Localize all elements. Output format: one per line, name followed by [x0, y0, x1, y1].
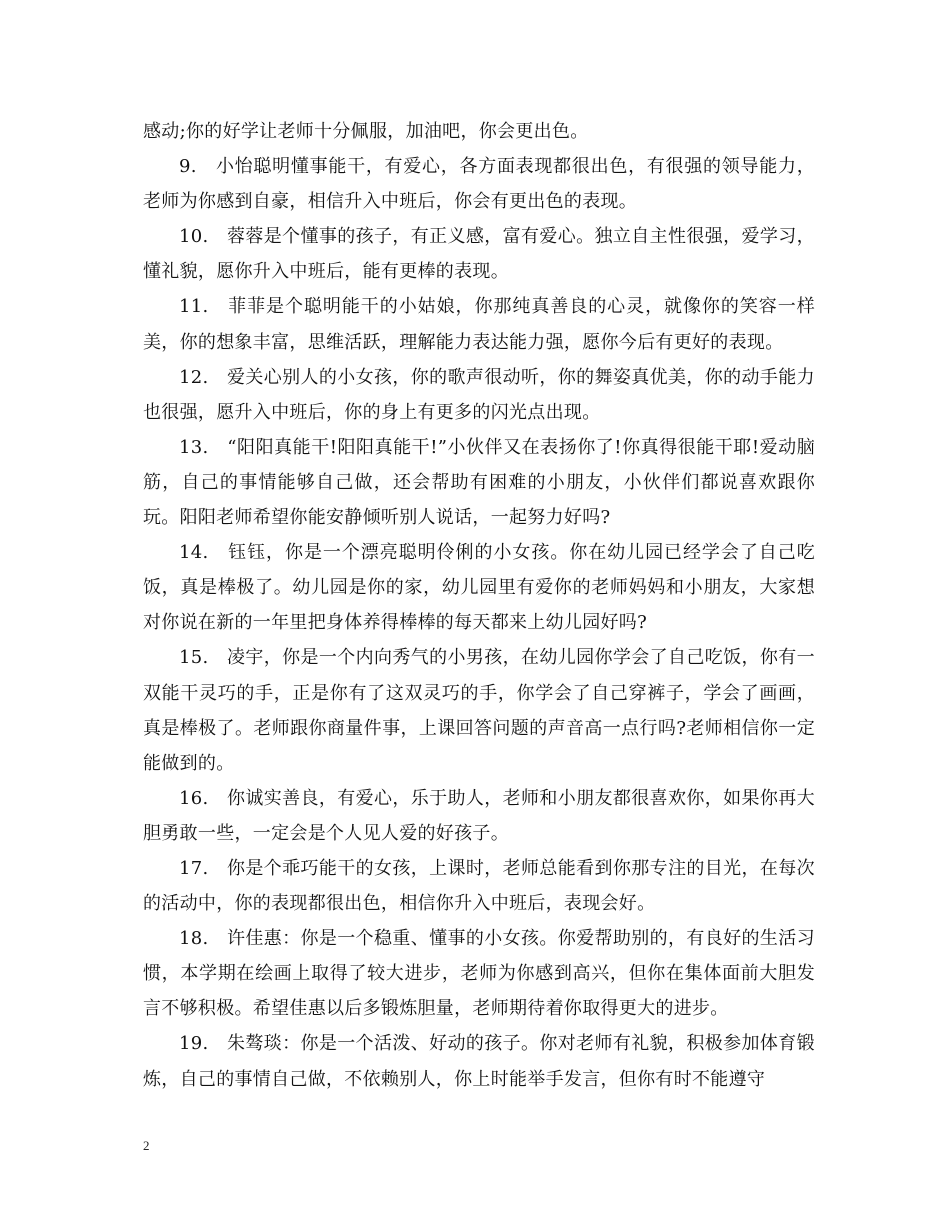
paragraph-item-14: 14. 钰钰，你是一个漂亮聪明伶俐的小女孩。你在幼儿园已经学会了自己吃饭，真是棒极了。幼儿园是你的家，幼儿园里有爱你的老师妈妈和小朋友，大家想对你说在新的一年里把身体养得棒棒的每天都来上幼儿园好吗?	[143, 542, 815, 634]
paragraph-item-15: 15. 凌宇，你是一个内向秀气的小男孩，在幼儿园你学会了自己吃饭，你有一双能干灵巧的手，正是你有了这双灵巧的手，你学会了自己穿裤子，学会了画画，真是棒极了。老师跟你商量件事，上课回答问题的声音高一点行吗?老师相信你一定能做到的。	[143, 647, 815, 774]
paragraph-item-11: 11. 菲菲是个聪明能干的小姑娘，你那纯真善良的心灵，就像你的笑容一样美，你的想象丰富，思维活跃，理解能力表达能力强，愿你今后有更好的表现。	[143, 296, 815, 353]
paragraph-item-10: 10. 蓉蓉是个懂事的孩子，有正义感，富有爱心。独立自主性很强，爱学习，懂礼貌，愿你升入中班后，能有更棒的表现。	[143, 226, 815, 283]
paragraph-item-12: 12. 爱关心别人的小女孩，你的歌声很动听，你的舞姿真优美，你的动手能力也很强，愿升入中班后，你的身上有更多的闪光点出现。	[143, 366, 815, 423]
paragraph-item-19: 19. 朱骜琰：你是一个活泼、好动的孩子。你对老师有礼貌，积极参加体育锻炼，自己的事情自己做，不依赖别人，你上时能举手发言，但你有时不能遵守	[143, 1033, 815, 1090]
paragraph-continuation: 感动;你的好学让老师十分佩服，加油吧，你会更出色。	[143, 121, 589, 142]
paragraph-item-13: 13. “阳阳真能干!阳阳真能干!”小伙伴又在表扬你了!你真得很能干耶!爱动脑筋，自己的事情能够自己做，还会帮助有困难的小朋友，小伙伴们都说喜欢跟你玩。阳阳老师希望你能安静倾听别人说话，一起努力好吗?	[143, 436, 815, 529]
paragraph-item-17: 17. 你是个乖巧能干的女孩，上课时，老师总能看到你那专注的目光，在每次的活动中，你的表现都很出色，相信你升入中班后，表现会好。	[143, 857, 815, 915]
paragraph-item-16: 16. 你诚实善良，有爱心，乐于助人，老师和小朋友都很喜欢你，如果你再大胆勇敢一些，一定会是个人见人爱的好孩子。	[143, 787, 815, 844]
page-number: 2	[143, 1138, 150, 1153]
paragraph-item-18: 18. 许佳惠：你是一个稳重、懂事的小女孩。你爱帮助别的，有良好的生活习惯，本学期在绘画上取得了较大进步，老师为你感到高兴，但你在集体面前大胆发言不够积极。希望佳惠以后多锻炼胆量，老师期待着你取得更大的进步。	[143, 928, 815, 1020]
paragraph-item-9: 9. 小怡聪明懂事能干，有爱心，各方面表现都很出色，有很强的领导能力，老师为你感到自豪，相信升入中班后，你会有更出色的表现。	[143, 156, 815, 213]
document-body	[143, 114, 815, 1097]
